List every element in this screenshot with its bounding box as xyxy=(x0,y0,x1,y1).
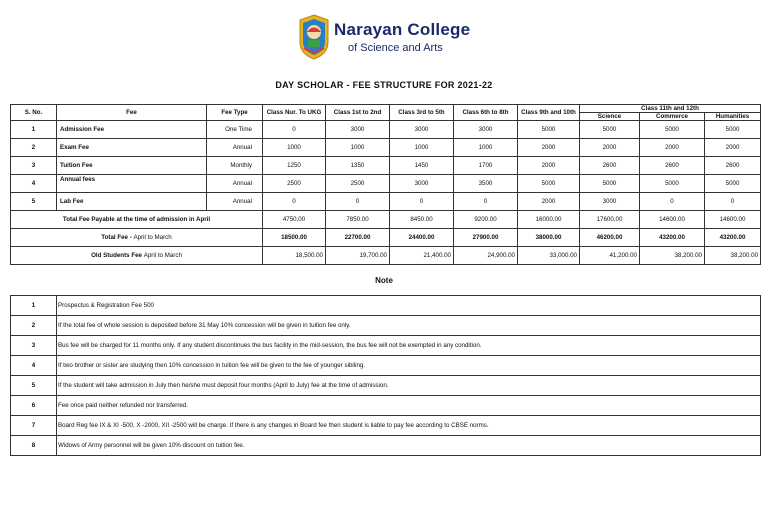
header-fee-type: Fee Type xyxy=(207,105,263,121)
cell-value: 0 xyxy=(454,193,518,211)
cell-value: 0 xyxy=(390,193,454,211)
cell-value: 41,200.00 xyxy=(580,247,640,265)
note-row xyxy=(11,376,761,396)
total-fee-row xyxy=(11,229,761,247)
old-students-label-period: April to March xyxy=(143,252,182,259)
note-heading: Note xyxy=(375,276,393,285)
header-class-1-2: Class 1st to 2nd xyxy=(326,105,390,121)
row-fee-type: Annual xyxy=(207,175,263,193)
header-fee: Fee xyxy=(57,105,207,121)
row-sno: 4 xyxy=(11,175,57,193)
cell-value: 3000 xyxy=(454,121,518,139)
total-admission-row xyxy=(11,211,761,229)
cell-value: 27900.00 xyxy=(454,229,518,247)
header-science: Science xyxy=(580,113,640,121)
cell-value: 16000.00 xyxy=(518,211,580,229)
note-row xyxy=(11,316,761,336)
note-text: If two brother or sister are studying then 10% concession in tuition fee will be given to the fee of younger sibiling. xyxy=(57,356,761,376)
cell-value: 38000.00 xyxy=(518,229,580,247)
cell-value: 2000 xyxy=(518,139,580,157)
cell-value: 5000 xyxy=(640,121,705,139)
row-sno: 3 xyxy=(11,157,57,175)
row-fee-name: Annual fees xyxy=(57,175,207,193)
header-class-3-5: Class 3rd to 5th xyxy=(390,105,454,121)
cell-value: 5000 xyxy=(705,121,761,139)
notes-table xyxy=(10,295,761,456)
cell-value: 0 xyxy=(263,193,326,211)
cell-value: 2000 xyxy=(705,139,761,157)
note-number: 8 xyxy=(11,436,57,456)
cell-value: 2000 xyxy=(580,139,640,157)
note-row xyxy=(11,336,761,356)
cell-value: 1000 xyxy=(390,139,454,157)
cell-value: 3000 xyxy=(580,193,640,211)
cell-value: 1700 xyxy=(454,157,518,175)
cell-value: 24400.00 xyxy=(390,229,454,247)
cell-value: 2000 xyxy=(518,157,580,175)
cell-value: 14600.00 xyxy=(640,211,705,229)
cell-value: 2000 xyxy=(518,193,580,211)
cell-value: 21,400.00 xyxy=(390,247,454,265)
old-students-row xyxy=(11,247,761,265)
note-number: 5 xyxy=(11,376,57,396)
total-fee-label-bold: Total Fee - xyxy=(101,234,132,241)
row-fee-type: Monthly xyxy=(207,157,263,175)
cell-value: 22700.00 xyxy=(326,229,390,247)
cell-value: 18,500.00 xyxy=(263,247,326,265)
note-row xyxy=(11,396,761,416)
cell-value: 1000 xyxy=(263,139,326,157)
cell-value: 0 xyxy=(326,193,390,211)
note-number: 2 xyxy=(11,316,57,336)
cell-value: 2600 xyxy=(580,157,640,175)
cell-value: 46200.00 xyxy=(580,229,640,247)
cell-value: 2500 xyxy=(263,175,326,193)
cell-value: 2500 xyxy=(326,175,390,193)
college-logo xyxy=(298,14,330,60)
cell-value: 38,200.00 xyxy=(640,247,705,265)
note-row xyxy=(11,356,761,376)
table-row xyxy=(11,121,761,139)
cell-value: 5000 xyxy=(640,175,705,193)
cell-value: 1250 xyxy=(263,157,326,175)
note-text: Board Reg fee IX & XI -500, X -2000, XII -2500 will be charge. If there is any changes in Board fee then student is liable to pay fee according to CBSE norms. xyxy=(57,416,761,436)
table-row xyxy=(11,157,761,175)
cell-value: 5000 xyxy=(580,175,640,193)
cell-value: 3500 xyxy=(454,175,518,193)
note-number: 1 xyxy=(11,296,57,316)
cell-value: 4750.00 xyxy=(263,211,326,229)
cell-value: 33,000.00 xyxy=(518,247,580,265)
table-row xyxy=(11,139,761,157)
cell-value: 17600.00 xyxy=(580,211,640,229)
header-humanities: Humanities xyxy=(705,113,761,121)
cell-value: 5000 xyxy=(580,121,640,139)
college-subtitle: of Science and Arts xyxy=(348,42,443,54)
note-text: If the total fee of whole session is deposited before 31 May 10% concession will be given in tuition fee only. xyxy=(57,316,761,336)
cell-value: 5000 xyxy=(705,175,761,193)
table-row xyxy=(11,175,761,193)
cell-value: 14600.00 xyxy=(705,211,761,229)
row-fee-name: Admission Fee xyxy=(57,121,207,139)
cell-value: 38,200.00 xyxy=(705,247,761,265)
old-students-label xyxy=(11,247,263,265)
note-number: 6 xyxy=(11,396,57,416)
note-row xyxy=(11,416,761,436)
cell-value: 3000 xyxy=(326,121,390,139)
cell-value: 24,900.00 xyxy=(454,247,518,265)
row-sno: 1 xyxy=(11,121,57,139)
page-header xyxy=(0,12,768,66)
cell-value: 3000 xyxy=(390,175,454,193)
row-fee-type: One Time xyxy=(207,121,263,139)
cell-value: 19,700.00 xyxy=(326,247,390,265)
total-fee-label xyxy=(11,229,263,247)
cell-value: 1450 xyxy=(390,157,454,175)
row-fee-name: Lab Fee xyxy=(57,193,207,211)
cell-value: 0 xyxy=(705,193,761,211)
note-text: Bus fee will be charged for 11 months only. If any student discontinues the bus facility in the mid-session, the bus fee will not be exempted in any condition. xyxy=(57,336,761,356)
row-fee-type: Annual xyxy=(207,193,263,211)
cell-value: 43200.00 xyxy=(705,229,761,247)
row-sno: 2 xyxy=(11,139,57,157)
old-students-label-bold: Old Students Fee xyxy=(91,252,142,259)
note-text: Widows of Army personnel will be given 10% discount on tuition fee. xyxy=(57,436,761,456)
cell-value: 3000 xyxy=(390,121,454,139)
cell-value: 8450.00 xyxy=(390,211,454,229)
note-row xyxy=(11,436,761,456)
cell-value: 7850.00 xyxy=(326,211,390,229)
cell-value: 0 xyxy=(640,193,705,211)
college-name: Narayan College xyxy=(334,20,471,39)
row-sno: 5 xyxy=(11,193,57,211)
cell-value: 43200.00 xyxy=(640,229,705,247)
fee-structure-table xyxy=(10,104,761,265)
note-row xyxy=(11,296,761,316)
table-row xyxy=(11,193,761,211)
cell-value: 1000 xyxy=(454,139,518,157)
cell-value: 1000 xyxy=(326,139,390,157)
note-text: If the student will take admission in July then he/she must deposit four months (April to July) fee at the time of admission. xyxy=(57,376,761,396)
note-text: Fee once paid neither refunded nor transferred. xyxy=(57,396,761,416)
note-number: 3 xyxy=(11,336,57,356)
total-admission-label: Total Fee Payable at the time of admission in April xyxy=(11,211,263,229)
cell-value: 1350 xyxy=(326,157,390,175)
cell-value: 2600 xyxy=(705,157,761,175)
header-class-11-12: Class 11th and 12th xyxy=(580,105,761,113)
cell-value: 0 xyxy=(263,121,326,139)
header-commerce: Commerce xyxy=(640,113,705,121)
note-number: 7 xyxy=(11,416,57,436)
header-class-9-10: Class 9th and 10th xyxy=(518,105,580,121)
cell-value: 18500.00 xyxy=(263,229,326,247)
header-class-6-8: Class 6th to 8th xyxy=(454,105,518,121)
fee-rows xyxy=(11,121,761,265)
cell-value: 9200.00 xyxy=(454,211,518,229)
note-number: 4 xyxy=(11,356,57,376)
cell-value: 5000 xyxy=(518,121,580,139)
document-title: DAY SCHOLAR - FEE STRUCTURE FOR 2021-22 xyxy=(275,80,493,90)
row-fee-type: Annual xyxy=(207,139,263,157)
header-sno: S. No. xyxy=(11,105,57,121)
total-fee-label-period: April to March xyxy=(133,234,172,241)
note-text: Prospectus & Registration Fee 500 xyxy=(57,296,761,316)
cell-value: 5000 xyxy=(518,175,580,193)
row-fee-name: Exam Fee xyxy=(57,139,207,157)
header-nur-ukg: Class Nur. To UKG xyxy=(263,105,326,121)
cell-value: 2600 xyxy=(640,157,705,175)
row-fee-name: Tuition Fee xyxy=(57,157,207,175)
cell-value: 2000 xyxy=(640,139,705,157)
